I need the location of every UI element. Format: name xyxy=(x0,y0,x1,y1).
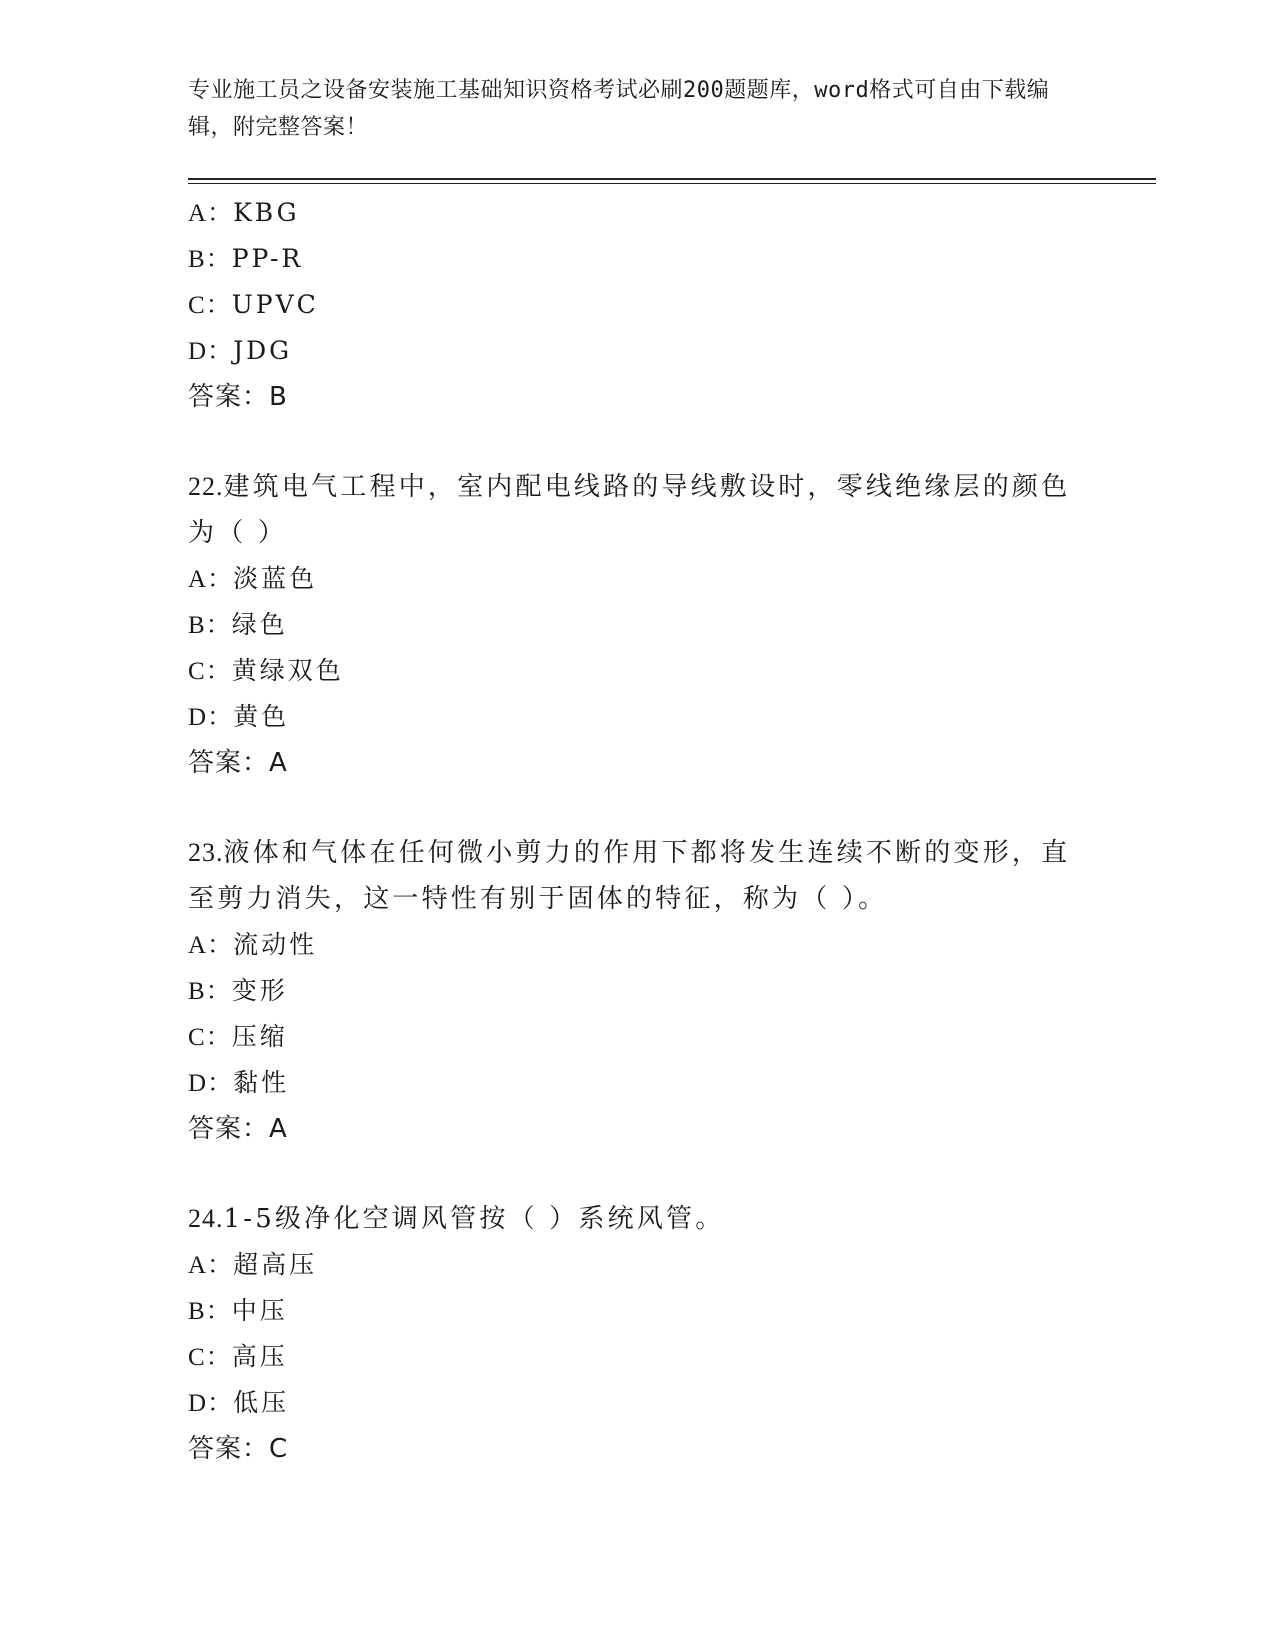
answer-label: 答案： xyxy=(188,1434,270,1464)
option-b: B：绿色 xyxy=(188,610,288,639)
option-text: 黏性 xyxy=(233,1068,290,1097)
option-text: JDG xyxy=(233,336,293,365)
answer-value: A xyxy=(269,748,288,778)
header-rule-thin xyxy=(188,183,1156,184)
option-a: A：流动性 xyxy=(188,930,318,959)
option-text: 流动性 xyxy=(233,930,318,959)
option-c: C：黄绿双色 xyxy=(188,656,344,685)
option-a: A：KBG xyxy=(188,198,300,227)
option-text: 高压 xyxy=(231,1342,288,1371)
option-d: D：黏性 xyxy=(188,1068,290,1097)
question-number: 23. xyxy=(188,838,224,867)
option-a: A：淡蓝色 xyxy=(188,564,318,593)
question-block-23 xyxy=(188,830,1088,1152)
question-stem xyxy=(188,830,1088,922)
option-b: B：变形 xyxy=(188,976,288,1005)
answer-label: 答案： xyxy=(188,1114,270,1144)
option-text: 黄色 xyxy=(233,702,290,731)
option-text: 淡蓝色 xyxy=(233,564,318,593)
option-d: D：黄色 xyxy=(188,702,290,731)
option-text: 低压 xyxy=(233,1388,290,1417)
option-text: KBG xyxy=(233,198,300,227)
question-block-previous xyxy=(188,190,1088,420)
option-text: 中压 xyxy=(231,1296,288,1325)
option-text: 黄绿双色 xyxy=(231,656,344,685)
option-text: 超高压 xyxy=(233,1250,318,1279)
option-a: A：超高压 xyxy=(188,1250,318,1279)
answer-value: B xyxy=(269,382,288,412)
answer-line xyxy=(188,374,1088,420)
question-number: 22. xyxy=(188,472,224,501)
question-text: 1-5级净化空调风管按（ ）系统风管。 xyxy=(223,1204,725,1234)
option-text: 压缩 xyxy=(231,1022,288,1051)
answer-label: 答案： xyxy=(188,748,270,778)
question-number: 24. xyxy=(188,1204,224,1233)
answer-line xyxy=(188,740,1088,786)
option-b: B：中压 xyxy=(188,1296,288,1325)
option-text: 绿色 xyxy=(231,610,288,639)
question-block-22 xyxy=(188,464,1088,786)
question-stem xyxy=(188,1196,1088,1242)
option-text: PP-R xyxy=(231,244,304,273)
option-d: D：JDG xyxy=(188,336,293,365)
option-c: C：UPVC xyxy=(188,290,319,319)
answer-line xyxy=(188,1106,1088,1152)
question-text: 液体和气体在任何微小剪力的作用下都将发生连续不断的变形，直至剪力消失，这一特性有别于固体的特征，称为（ ）。 xyxy=(188,838,1071,914)
option-text: UPVC xyxy=(231,290,319,319)
answer-value: C xyxy=(269,1434,289,1464)
option-b: B：PP-R xyxy=(188,244,304,273)
answer-value: A xyxy=(269,1114,288,1144)
page-header: 专业施工员之设备安装施工基础知识资格考试必刷200题题库，word格式可自由下载编辑，附完整答案！ xyxy=(188,78,1050,140)
option-d: D：低压 xyxy=(188,1388,290,1417)
question-stem xyxy=(188,464,1088,556)
answer-label: 答案： xyxy=(188,382,270,412)
option-c: C：压缩 xyxy=(188,1022,288,1051)
question-block-24 xyxy=(188,1196,1088,1472)
question-list xyxy=(188,190,1088,1472)
question-text: 建筑电气工程中，室内配电线路的导线敷设时，零线绝缘层的颜色为（ ） xyxy=(188,472,1071,548)
header-rule-thick xyxy=(188,178,1156,180)
option-text: 变形 xyxy=(231,976,288,1005)
answer-line xyxy=(188,1426,1088,1472)
option-c: C：高压 xyxy=(188,1342,288,1371)
